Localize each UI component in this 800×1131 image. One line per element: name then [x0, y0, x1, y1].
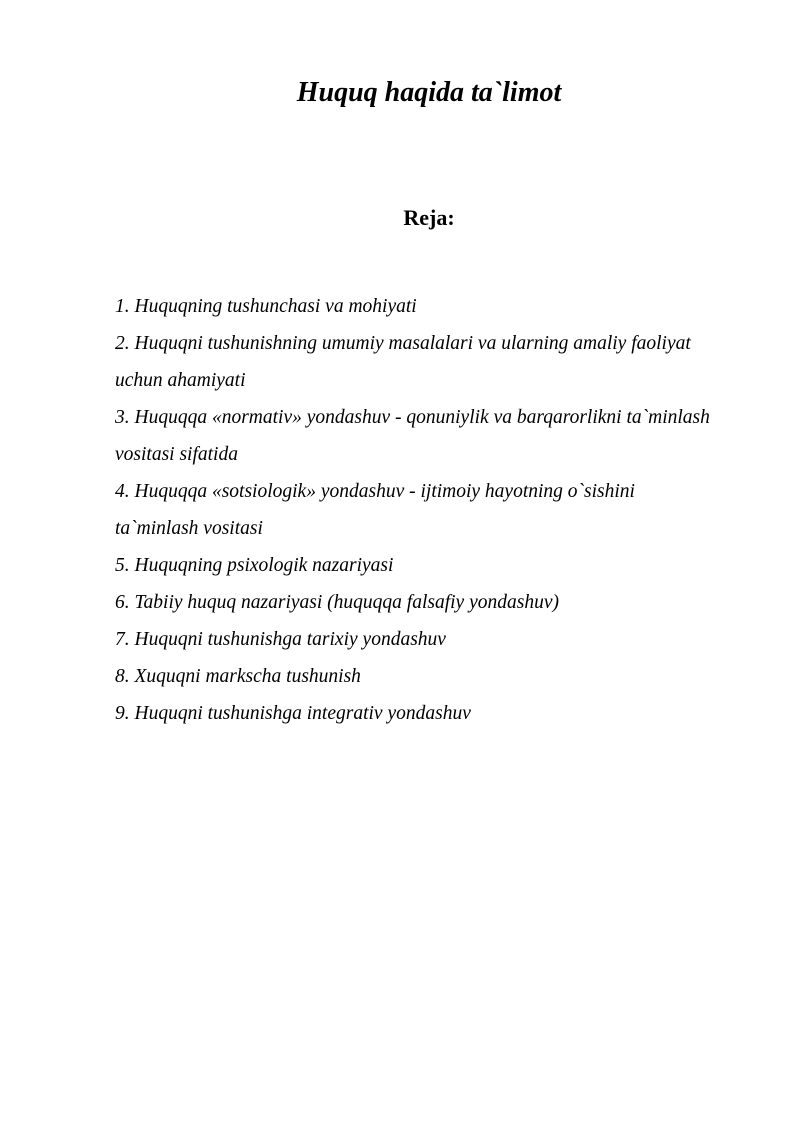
plan-item-6: 6. Tabiiy huquq nazariyasi (huquqqa falsafiy yondashuv) [115, 592, 559, 613]
plan-list [115, 288, 715, 732]
document-title: Huquq haqida ta`limot [296, 77, 562, 108]
plan-item-1: 1. Huquqning tushunchasi va mohiyati [115, 296, 417, 317]
plan-item-8: 8. Xuquqni markscha tushunish [115, 666, 361, 687]
plan-item-9: 9. Huquqni tushunishga integrativ yondashuv [115, 703, 471, 724]
plan-item-5: 5. Huquqning psixologik nazariyasi [115, 555, 394, 576]
plan-item-7: 7. Huquqni tushunishga tarixiy yondashuv [115, 629, 446, 650]
plan-heading: Reja: [403, 205, 455, 230]
plan-item-2: 2. Huquqni tushunishning umumiy masalalari va ularning amaliy faoliyat uchun ahamiyati [115, 333, 691, 391]
plan-item-4: 4. Huquqqa «sotsiologik» yondashuv - ijtimoiy hayotning o`sishini ta`minlash vositasi [115, 481, 635, 539]
plan-item-3: 3. Huquqqa «normativ» yondashuv - qonuniylik va barqarorlikni ta`minlash vositasi sifatida [115, 407, 710, 465]
